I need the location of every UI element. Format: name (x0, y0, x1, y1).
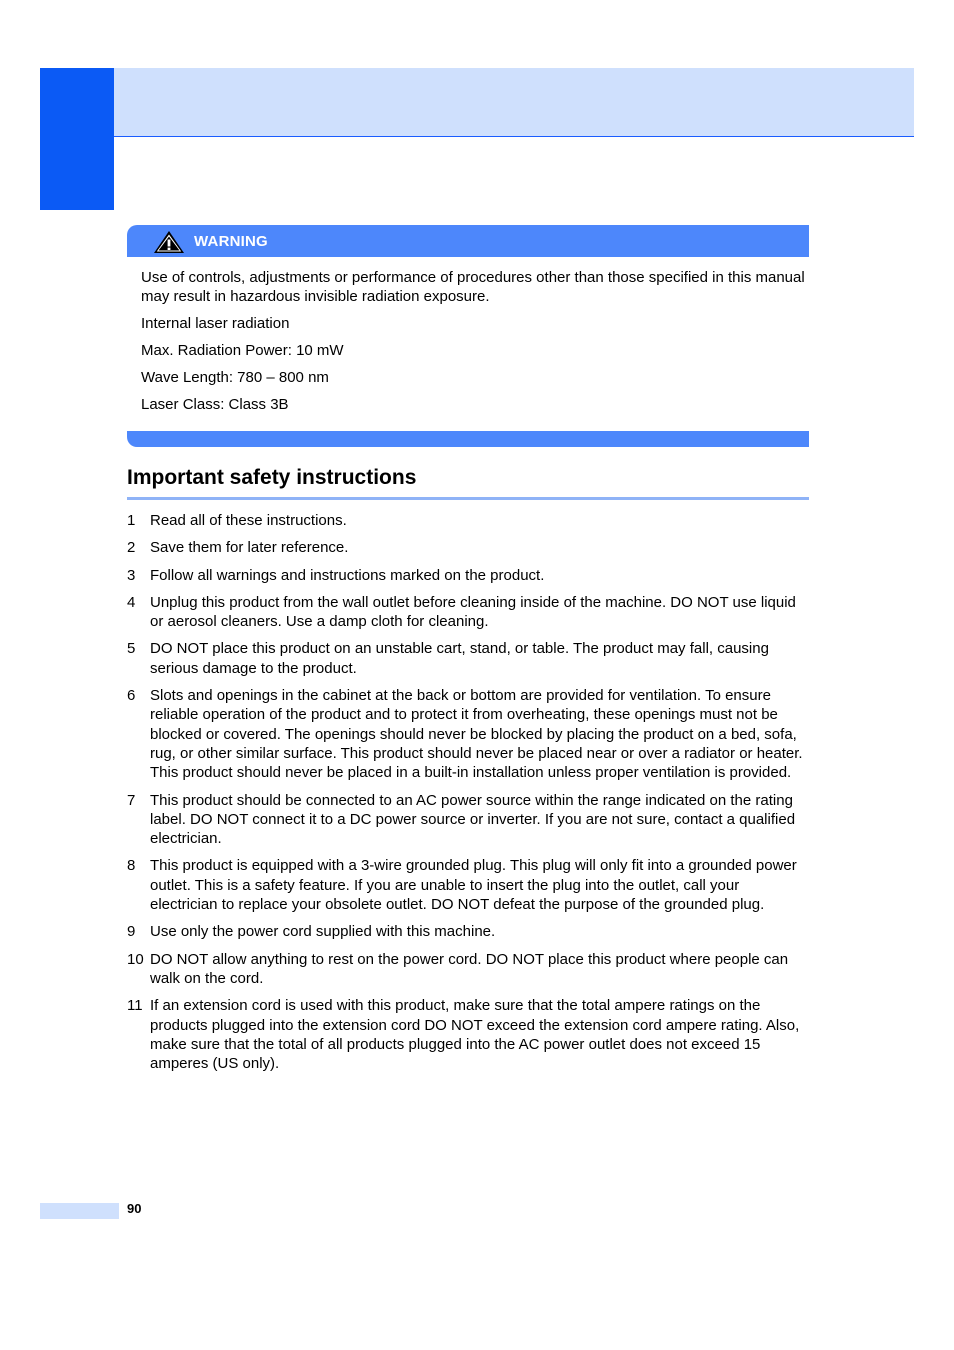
item-text: Save them for later reference. (150, 539, 349, 557)
warning-title: WARNING (194, 233, 268, 250)
item-text: This product should be connected to an AC power source within the range indicated on the rating label. DO NOT connect it to a DC power source or inverter. If you are not sure, contact a qualified electrician. (150, 791, 796, 848)
item-number: 4 (127, 593, 136, 611)
item-number: 9 (127, 923, 136, 941)
item-number: 2 (127, 539, 136, 557)
warning-paragraph: Use of controls, adjustments or performance of procedures other than those specified in this manual may result in hazardous invisible radiation exposure. (141, 269, 805, 305)
item-text: Unplug this product from the wall outlet before cleaning inside of the machine. DO NOT use liquid or aerosol cleaners. Use a damp cloth for cleaning. (150, 593, 796, 631)
list-item (127, 922, 809, 941)
item-number: 10 (127, 950, 144, 968)
item-number: 5 (127, 640, 136, 658)
list-item (127, 996, 809, 1073)
warning-paragraph: Wave Length: 780 – 800 nm (141, 369, 329, 386)
item-text: If an extension cord is used with this product, make sure that the total ampere ratings on the products plugged into the extension cord DO NOT exceed the extension cord ampere rating. Also, make sure that the total of all products plugged into the AC power outlet does not exceed 15 amperes (US only). (150, 997, 800, 1073)
instruction-list (127, 511, 809, 1081)
warning-paragraph: Internal laser radiation (141, 315, 290, 332)
item-number: 7 (127, 791, 136, 809)
list-item (127, 639, 809, 678)
list-item (127, 593, 809, 632)
item-number: 1 (127, 512, 136, 529)
warning-header (127, 225, 809, 257)
list-item (127, 686, 809, 782)
section-title: Important safety instructions (127, 466, 417, 489)
footer-band (40, 1203, 119, 1219)
list-item (127, 511, 809, 530)
warning-paragraph: Laser Class: Class 3B (141, 396, 289, 413)
item-text: This product is equipped with a 3-wire grounded plug. This plug will only fit into a grounded power outlet. This is a safety feature. If you are unable to insert the plug into the outlet, call your electrician to replace your obsolete outlet. DO NOT defeat the purpose of the grounded plug. (150, 857, 797, 914)
item-number: 11 (127, 997, 143, 1015)
list-item (127, 791, 809, 849)
item-text: DO NOT allow anything to rest on the power cord. DO NOT place this product where people can walk on the cord. (150, 950, 789, 987)
item-number: 3 (127, 566, 136, 584)
list-item (127, 856, 809, 914)
warning-body (141, 268, 809, 422)
warning-footer-bar (127, 431, 809, 447)
warning-triangle-icon (153, 230, 185, 254)
warning-paragraph: Max. Radiation Power: 10 mW (141, 342, 344, 359)
header-band (40, 68, 914, 136)
page-number: 90 (127, 1201, 142, 1216)
item-text: Follow all warnings and instructions marked on the product. (150, 566, 545, 584)
section-rule (127, 497, 809, 500)
item-number: 8 (127, 857, 136, 875)
item-number: 6 (127, 687, 136, 705)
list-item (127, 538, 809, 557)
header-rule (114, 136, 914, 137)
item-text: Use only the power cord supplied with this machine. (150, 923, 496, 941)
item-text: DO NOT place this product on an unstable cart, stand, or table. The product may fall, causing serious damage to the product. (150, 640, 769, 677)
chapter-tab (40, 68, 114, 210)
item-text: Slots and openings in the cabinet at the back or bottom are provided for ventilation. To ensure reliable operation of the product and to protect it from overheating, these openings must not be blocked or covered. The openings should never be blocked by placing the product on a bed, sofa, rug, or other similar surface. This product should never be placed near or over a radiator or heater. This product should never be placed in a built-in installation unless proper ventilation is provided. (150, 687, 803, 782)
list-item (127, 566, 809, 585)
list-item (127, 950, 809, 989)
item-text: Read all of these instructions. (150, 512, 347, 529)
